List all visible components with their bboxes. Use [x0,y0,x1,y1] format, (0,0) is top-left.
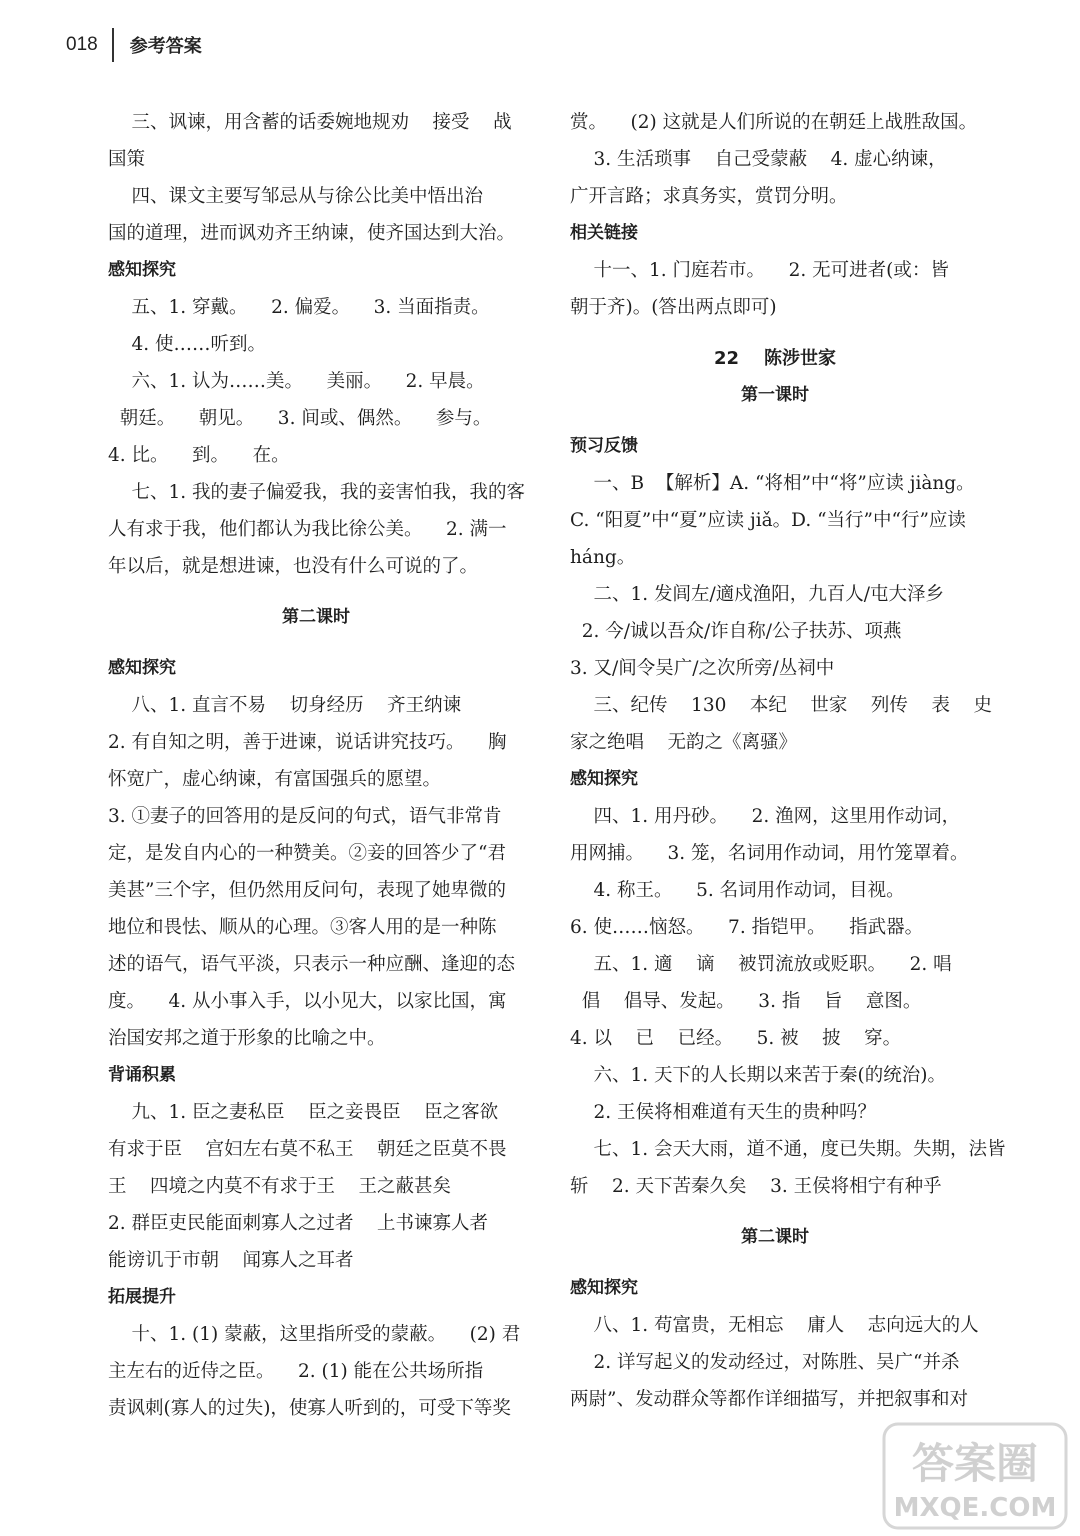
text-line: 3. 又/间令吴广/之次所旁/丛祠中 [570,658,835,679]
text-line: 3. ①妻子的回答用的是反问的句式，语气非常肯 [108,806,502,827]
right-column [570,104,1006,1418]
text-line: 主左右的近侍之臣。 2. (1) 能在公共场所指 [108,1361,484,1382]
text-line: 广开言路；求真务实，赏罚分明。 [570,186,848,207]
text-line: 四、课文主要写邹忌从与徐公比美中悟出治 [108,186,484,207]
text-line: 六、1. 认为……美。 美丽。 2. 早晨。 [108,371,485,392]
watermark-logo [880,1420,1070,1532]
spacer [570,326,980,340]
watermark-url: MXQE.COM [893,1493,1057,1523]
text-line: 2. 今/诚以吾众/诈自称/公子扶苏、项燕 [570,621,902,642]
text-line: 人有求于我，他们都认为我比徐公美。 2. 满一 [108,519,507,540]
text-line: 4. 使……听到。 [108,334,267,355]
text-line: 斩 2. 天下苦秦久矣 3. 王侯将相宁有种乎 [570,1176,942,1197]
text-line: 一、B 【解析】A. “将相”中“将”应读 jiàng。 [570,473,975,494]
text-line: 地位和畏怯、顺从的心理。③客人用的是一种陈 [108,917,497,938]
page-header [66,28,202,62]
section-heading: 感知探究 [570,769,638,789]
text-line: 美甚”三个字，但仍然用反问句，表现了她卑微的 [108,880,506,901]
text-line: 三、纪传 130 本纪 世家 列传 表 史 [570,695,992,716]
text-line: 七、1. 我的妻子偏爱我，我的妾害怕我，我的客 [108,482,526,503]
text-line: 2. 群臣吏民能面刺寡人之过者 上书谏寡人者 [108,1213,489,1234]
text-line: 九、1. 臣之妻私臣 臣之妾畏臣 臣之客欲 [108,1102,499,1123]
page-number: 018 [66,34,98,55]
text-line: 责讽刺(寡人的过失)，使寡人听到的，可受下等奖 [108,1398,511,1419]
section-heading: 感知探究 [108,260,176,280]
text-line: 八、1. 苟富贵，无相忘 庸人 志向远大的人 [570,1315,979,1336]
chapter-title: 22 陈涉世家 [713,348,837,369]
text-line: 赏。 (2) 这就是人们所说的在朝廷上战胜敌国。 [570,112,978,133]
spacer [570,1256,980,1270]
lesson-subtitle: 第一课时 [741,385,809,405]
section-heading: 预习反馈 [570,436,638,456]
text-line: 用网捕。 3. 笼，名词用作动词，用竹笼罩着。 [570,843,969,864]
text-line: 十一、1. 门庭若市。 2. 无可进者(或：皆 [570,260,949,281]
text-line: 六、1. 天下的人长期以来苦于秦(的统治)。 [570,1065,946,1086]
lesson-subtitle: 第二课时 [282,607,350,627]
header-divider [112,28,114,62]
section-heading: 拓展提升 [108,1287,176,1307]
section-heading: 感知探究 [570,1278,638,1298]
text-line: 国的道理，进而讽劝齐王纳谏，使齐国达到大治。 [108,223,516,244]
spacer [570,1205,980,1219]
left-column [108,104,524,1427]
section-heading: 感知探究 [108,658,176,678]
text-line: 3. 生活琐事 自己受蒙蔽 4. 虚心纳谏， [570,149,947,170]
text-line: 治国安邦之道于形象的比喻之中。 [108,1028,386,1049]
spacer [108,585,524,599]
text-line: 两尉”、发动群众等都作详细描写，并把叙事和对 [570,1389,968,1410]
text-line: 三、讽谏，用含蓄的话委婉地规劝 接受 战 [108,112,512,133]
text-line: 定，是发自内心的一种赞美。②妾的回答少了“君 [108,843,506,864]
text-line: 4. 以 已 已经。 5. 被 披 穿。 [570,1028,902,1049]
text-line: 五、1. 適 谪 被罚流放或贬职。 2. 唱 [570,954,952,975]
text-line: 2. 详写起义的发动经过，对陈胜、吴广“并杀 [570,1352,960,1373]
lesson-subtitle: 第二课时 [741,1227,809,1247]
text-line: 朝廷。 朝见。 3. 间或、偶然。 参与。 [108,408,492,429]
text-line: 6. 使……恼怒。 7. 指铠甲。 指武器。 [570,917,924,938]
text-line: 4. 称王。 5. 名词用作动词，目视。 [570,880,905,901]
spacer [570,414,980,428]
text-line: 4. 比。 到。 在。 [108,445,290,466]
text-line: 朝于齐)。(答出两点即可) [570,297,777,318]
header-title: 参考答案 [129,36,202,57]
text-line: 度。 4. 从小事入手，以小见大，以家比国，寓 [108,991,507,1012]
text-line: 国策 [108,149,146,170]
text-line: 倡 倡导、发起。 3. 指 旨 意图。 [570,991,922,1012]
text-line: háng。 [570,547,636,568]
text-line: 十、1. (1) 蒙蔽，这里指所受的蒙蔽。 (2) 君 [108,1324,521,1345]
text-line: 2. 王侯将相难道有天生的贵种吗？ [570,1102,877,1123]
text-line: 王 四境之内莫不有求于王 王之蔽甚矣 [108,1176,452,1197]
text-line: 述的语气，语气平淡，只表示一种应酬、逢迎的态 [108,954,516,975]
text-line: 2. 有自知之明，善于进谏，说话讲究技巧。 胸 [108,732,507,753]
text-line: 八、1. 直言不易 切身经历 齐王纳谏 [108,695,462,716]
section-heading: 相关链接 [570,223,638,243]
spacer [108,636,524,650]
section-heading: 背诵积累 [108,1065,176,1085]
text-line: 七、1. 会天大雨，道不通，度已失期。失期，法皆 [570,1139,1006,1160]
watermark-text: 答案圈 [911,1439,1039,1488]
text-line: 家之绝唱 无韵之《离骚》 [570,732,798,753]
text-line: 四、1. 用丹砂。 2. 渔网，这里用作动词， [570,806,961,827]
text-line: 有求于臣 宫妇左右莫不私王 朝廷之臣莫不畏 [108,1139,507,1160]
text-line: 怀宽广，虚心纳谏，有富国强兵的愿望。 [108,769,442,790]
text-line: 能谤讥于市朝 闻寡人之耳者 [108,1250,354,1271]
text-line: 年以后，就是想进谏，也没有什么可说的了。 [108,556,479,577]
text-line: 二、1. 发闾左/適戍渔阳，九百人/屯大泽乡 [570,584,945,605]
text-line: 五、1. 穿戴。 2. 偏爱。 3. 当面指责。 [108,297,490,318]
text-line: C. “阳夏”中“夏”应读 jiǎ。D. “当行”中“行”应读 [570,510,966,531]
